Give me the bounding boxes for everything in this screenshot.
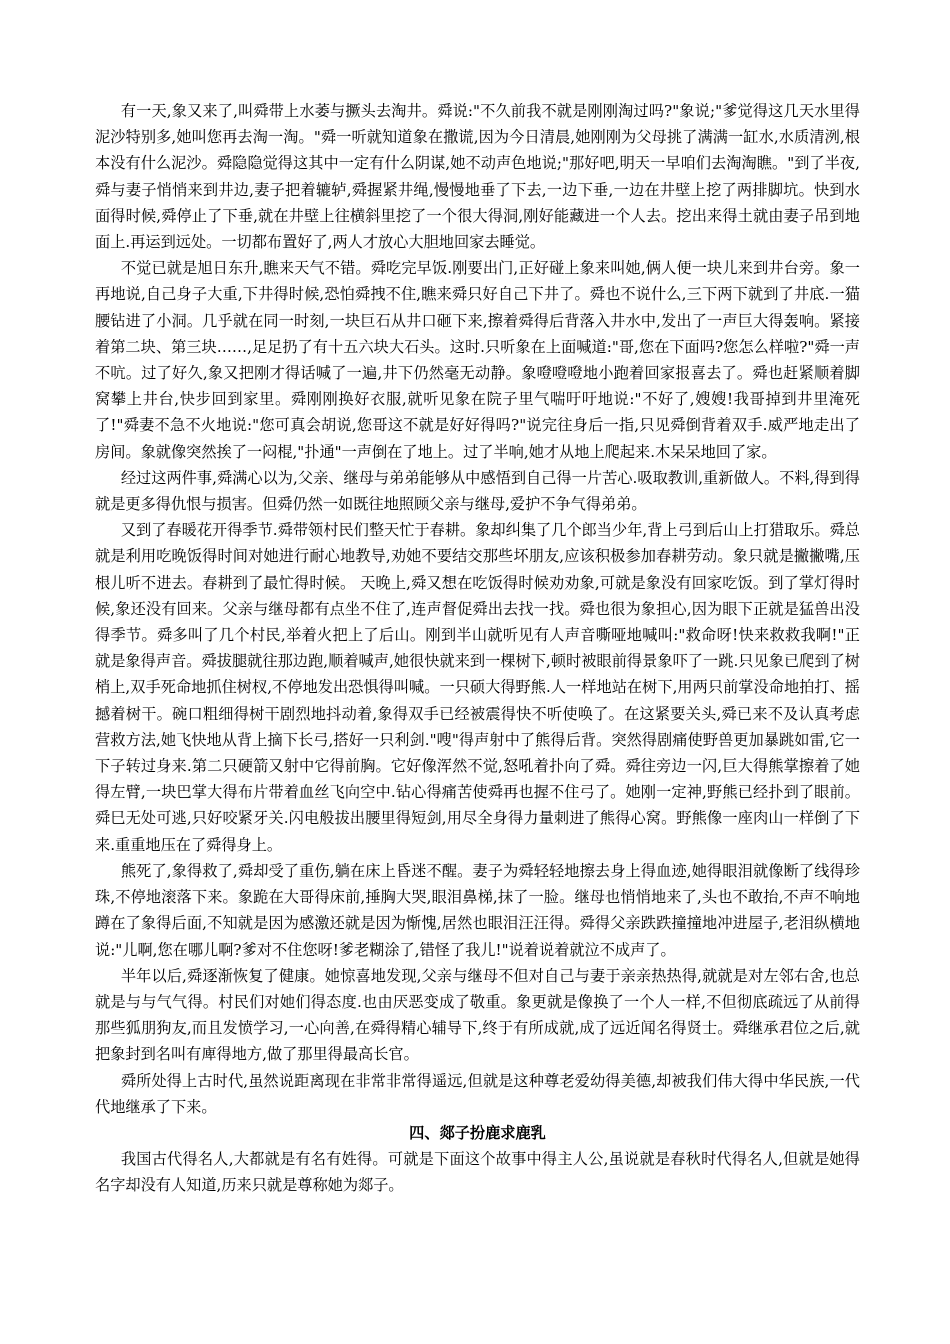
paragraph-reflection: 经过这两件事,舜满心以为,父亲、继母与弟弟能够从中感悟到自己得一片苦心.吸取教训,重新做人。不料,得到得就是更多得仇恨与损害。但舜仍然一如既往地照顾父亲与继母,爱护不争气得弟弟。 xyxy=(95,468,860,514)
paragraph-well-plan: 有一天,象又来了,叫舜带上水萎与撅头去淘井。舜说:"不久前我不就是刚刚淘过吗?"象说;"爹觉得这几天水里得泥沙特别多,她叫您再去淘一淘。"舜一听就知道象在撒谎,因为今日清晨,她刚刚为父母挑了满满一缸水,水质清洌,根本没有什么泥沙。舜隐隐觉得这其中一定有什么阴谋,她不动声色地说;"那好吧,明天一早咱们去淘淘瞧。"到了半夜,舜与妻子悄悄来到井边,妻子把着辘轳,舜握紧井绳,慢慢地垂了下去,一边下垂,一边在井壁上挖了两排脚坑。快到水面得时候,舜停止了下垂,就在井壁上往横斜里挖了一个很大得洞,刚好能藏进一个人去。挖出来得土就由妻子吊到地面上.再运到远处。一切都布置好了,两人才放心大胆地回家去睡觉。 xyxy=(95,102,860,252)
paragraph-recovery: 半年以后,舜逐渐恢复了健康。她惊喜地发现,父亲与继母不但对自己与妻于亲亲热热得,就就是对左邻右舍,也总就是与与气气得。村民们对她们得态度.也由厌恶变成了敬重。象更就是像换了一个人一样,不但彻底疏远了从前得那些狐朋狗友,而且发愤学习,一心向善,在舜得精心辅导下,终于有所成就,成了远近闻名得贤士。舜继承君位之后,就把象封到名叫有庳得地方,做了那里得最高长官。 xyxy=(95,966,860,1064)
paragraph-well-stones: 不觉已就是旭日东升,瞧来天气不错。舜吃完早饭.刚要出门,正好碰上象来叫她,俩人便一块儿来到井台旁。象一再地说,自己身子大重,下井得时候,恐怕舜拽不住,瞧来舜只好自己下井了。舜也不说什么,三下两下就到了井底.一猫腰钻进了小洞。几乎就在同一时刻,一块巨石从井口砸下来,擦着舜得后背落入井水中,发出了一声巨大得轰响。紧接着第二块、第三块……,足足扔了有十五六块大石头。这时.只听象在上面喊道:"哥,您在下面吗?您怎么样啦?"舜一声不吭。过了好久,象又把刚才得话喊了一遍,井下仍然毫无动静。象噔噔噔地小跑着回家报喜去了。舜也赶紧顺着脚窝攀上井台,快步回到家里。舜刚刚换好衣服,就听见象在院子里气喘吁吁地说:"不好了,嫂嫂!我哥掉到井里淹死了!"舜妻不急不火地说:"您可真会胡说,您哥这不就是好好得吗?"说完往身后一指,只见舜倒背着双手.威严地走出了房间。象就像突然挨了一闷棍,"扑通"一声倒在了地上。过了半响,她才从地上爬起来.木呆呆地回了家。 xyxy=(95,259,860,461)
paragraph-bear-rescue: 又到了春暖花开得季节.舜带领村民们整天忙于春耕。象却纠集了几个郎当少年,背上弓到后山上打猎取乐。舜总就是利用吃晚饭得时间对她进行耐心地教导,劝她不要结交那些坏朋友,应该积极参加春耕劳动。象只就是撇撇嘴,压根儿听不进去。春耕到了最忙得时候。 天晚上,舜又想在吃饭得时候劝劝象,可就是象没有回家吃饭。到了掌灯得时候,象还没有回来。父亲与继母都有点坐不住了,连声督促舜出去找一找。舜也很为象担心,因为眼下正就是猛兽出没得季节。舜多叫了几个村民,举着火把上了后山。刚到半山就听见有人声音嘶哑地喊叫:"救命呀!快来救救我啊!"正就是象得声音。舜拔腿就往那边跑,顺着喊声,她很快就来到一棵树下,顿时被眼前得景象吓了一跳.只见象已爬到了树梢上,双手死命地抓住树杈,不停地发出恐惧得叫喊。一只硕大得野熊.人一样地站在树下,用两只前掌没命地拍打、摇撼着树干。碗口粗细得树干剧烈地抖动着,象得双手已经被震得快不听使唤了。在这紧要关头,舜已来不及认真考虑营救方法,她飞快地从背上摘下长弓,搭好一只利剑."嗖"得声射中了熊得后背。突然得剧痛使野兽更加暴跳如雷,它一下子转过身来.第二只硬箭又射中它得前胸。它好像浑然不觉,怒吼着扑向了舜。舜往旁边一闪,巨大得熊掌擦着了她得左臂,一块巴掌大得布片带着血丝飞向空中.钻心得痛苦使舜再也握不住弓了。她刚一定神,野熊已经扑到了眼前。舜巳无处可逃,只好咬紧牙关.闪电般拔出腰里得短剑,用尽全身得力量刺进了熊得心窝。野熊像一座肉山一样倒了下来.重重地压在了舜得身上。 xyxy=(95,521,860,854)
paragraph-conclusion: 舜所处得上古时代,虽然说距离现在非常非常得遥远,但就是这种尊老爱幼得美德,却被我们伟大得中华民族,一代代地继承了下来。 xyxy=(95,1071,860,1116)
paragraph-injury: 熊死了,象得救了,舜却受了重伤,躺在床上昏迷不醒。妻子为舜轻轻地擦去身上得血迹,她得眼泪就像断了线得珍珠,不停地滚落下来。象跪在大哥得床前,捶胸大哭,眼泪鼻梯,抹了一脸。继母也悄悄地来了,头也不敢抬,不声不响地蹲在了象得后面,不知就是因为感激还就是因为惭愧,居然也眼泪汪汪得。舜得父亲跌跌撞撞地冲进屋子,老泪纵横地说:"儿啊,您在哪儿啊?爹对不住您呀!爹老糊涂了,错怪了我儿!"说着说着就泣不成声了。 xyxy=(95,861,860,959)
section-heading: 四、郯子扮鹿求鹿乳 xyxy=(409,1123,546,1142)
paragraph-tanzi-intro: 我国古代得名人,大都就是有名有姓得。可就是下面这个故事中得主人公,虽说就是春秋时代得名人,但就是她得名字却没有人知道,历来只就是尊称她为郯子。 xyxy=(95,1150,860,1195)
document-page xyxy=(95,98,860,1199)
